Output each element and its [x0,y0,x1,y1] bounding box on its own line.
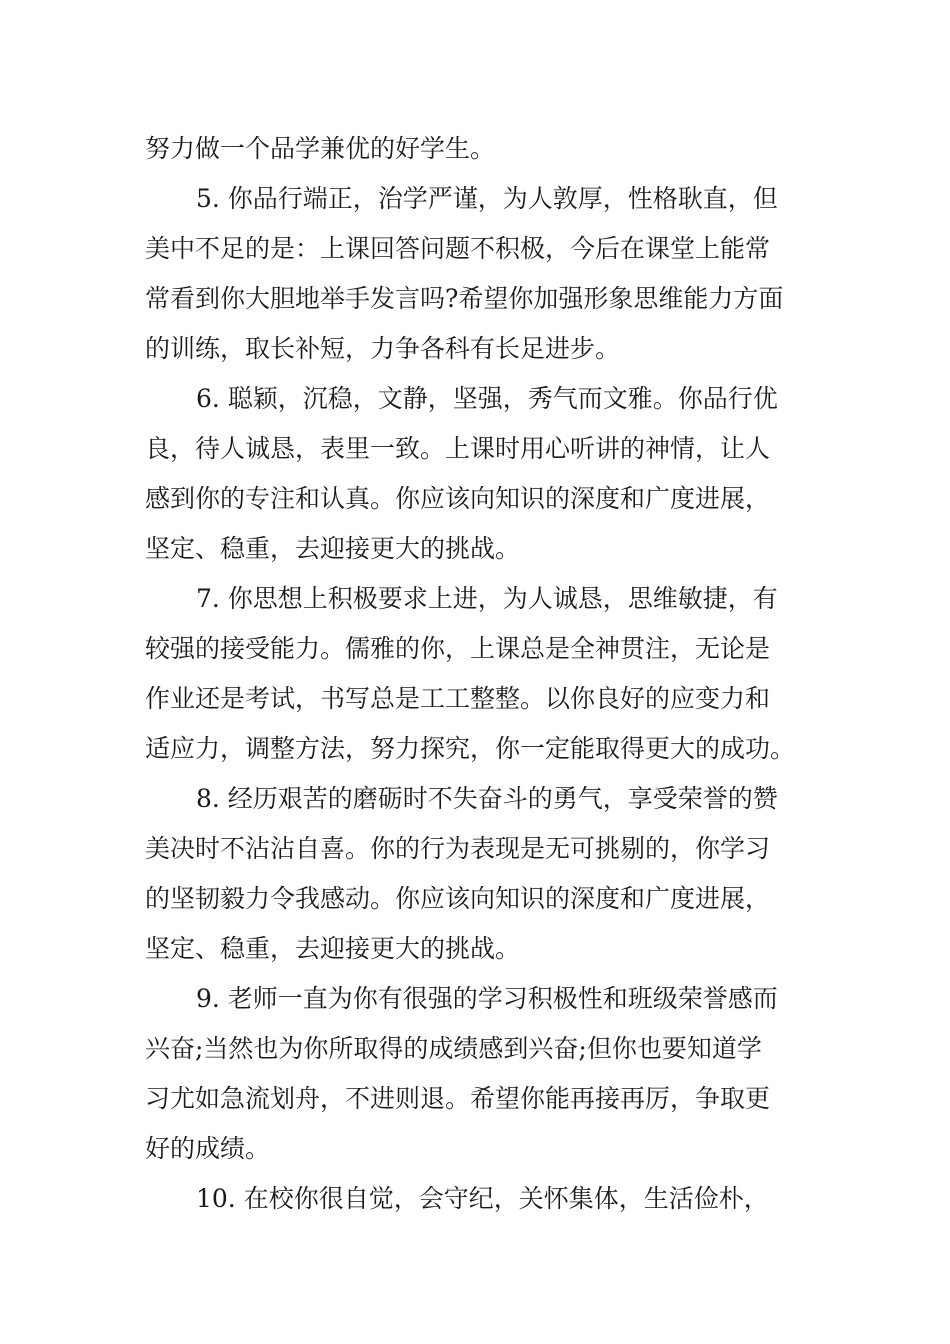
text-line: 9. 老师一直为你有很强的学习积极性和班级荣誉感而 [196,984,778,1013]
text-line: 8. 经历艰苦的磨砺时不失奋斗的勇气，享受荣誉的赞 [196,784,778,813]
text-line: 的训练，取长补短，力争各科有长足进步。 [145,334,621,363]
text-line: 适应力，调整方法，努力探究，你一定能取得更大的成功。 [145,734,796,763]
text-line: 感到你的专注和认真。你应该向知识的深度和广度进展， [145,484,771,513]
text-line: 的坚韧毅力令我感动。你应该向知识的深度和广度进展， [145,884,771,913]
text-line: 7. 你思想上积极要求上进，为人诚恳，思维敏捷，有 [196,584,778,613]
text-line: 兴奋;当然也为你所取得的成绩感到兴奋;但你也要知道学 [145,1034,762,1063]
text-line: 美决时不沾沾自喜。你的行为表现是无可挑剔的，你学习 [145,834,771,863]
text-line: 美中不足的是：上课回答问题不积极，今后在课堂上能常 [145,234,771,263]
text-line: 坚定、稳重，去迎接更大的挑战。 [145,534,521,563]
text-line: 努力做一个品学兼优的好学生。 [145,134,496,163]
text-line: 习尤如急流划舟，不进则退。希望你能再接再厉，争取更 [145,1084,771,1113]
text-line: 6. 聪颖，沉稳，文静，坚强，秀气而文雅。你品行优 [196,384,778,413]
document-text-body [145,124,810,1224]
text-line: 作业还是考试，书写总是工工整整。以你良好的应变力和 [145,684,771,713]
text-line: 5. 你品行端正，治学严谨，为人敦厚，性格耿直，但 [196,184,778,213]
text-line: 坚定、稳重，去迎接更大的挑战。 [145,934,521,963]
text-line: 较强的接受能力。儒雅的你，上课总是全神贯注，无论是 [145,634,771,663]
text-line: 好的成绩。 [145,1134,271,1163]
text-line: 良，待人诚恳，表里一致。上课时用心听讲的神情，让人 [145,434,771,463]
text-line: 10. 在校你很自觉，会守纪，关怀集体，生活俭朴， [196,1184,769,1213]
text-line: 常看到你大胆地举手发言吗?希望你加强形象思维能力方面 [145,284,784,313]
